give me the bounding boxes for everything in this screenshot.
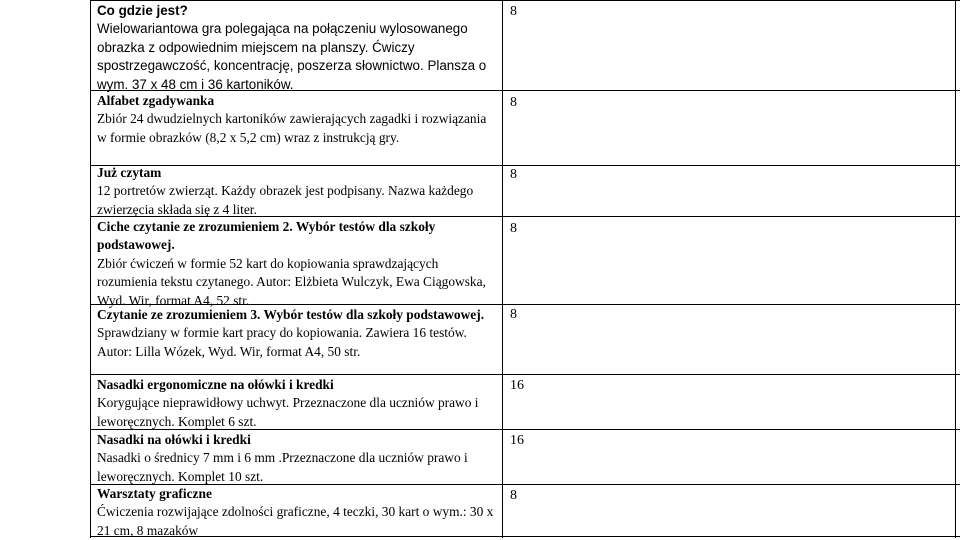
product-title: Już czytam (97, 165, 162, 180)
table-right-border (955, 0, 956, 538)
row-divider (90, 374, 960, 375)
product-title: Nasadki na ołówki i kredki (97, 432, 251, 447)
product-description: Korygujące nieprawidłowy uchwyt. Przeznaczone dla uczniów prawo i leworęcznych. Komplet 6 szt. (97, 395, 479, 429)
product-description: Zbiór ćwiczeń w formie 52 kart do kopiowania sprawdzających rozumienia tekstu czytanego. Autor: Elżbieta Wulczyk, Ewa Ciągowska, Wyd. Wir, format A4, 52 str. (97, 255, 486, 308)
product-description: Sprawdziany w formie kart pracy do kopiowania. Zawiera 16 testów. Autor: Lilla Wózek, Wyd. Wir, format A4, 50 str. (97, 325, 467, 359)
table-row (97, 218, 497, 310)
product-title: Nasadki ergonomiczne na ołówki i kredki (97, 377, 334, 392)
product-description: Ćwiczenia rozwijające zdolności graficzne, 4 teczki, 30 kart o wym.: 30 x 21 cm, 8 mazaków (97, 504, 494, 538)
product-title: Co gdzie jest? (97, 3, 188, 18)
product-description: Nasadki o średnicy 7 mm i 6 mm .Przeznaczone dla uczniów prawo i leworęcznych. Komplet 10 szt. (97, 450, 468, 484)
product-quantity: 16 (510, 378, 524, 393)
table-row (97, 376, 497, 431)
product-description: Zbiór 24 dwudzielnych kartoników zawierających zagadki i rozwiązania w formie obrazków (8,2 x 5,2 cm) wraz z instrukcją gry. (97, 111, 487, 145)
product-quantity: 8 (510, 221, 517, 236)
product-quantity: 16 (510, 433, 524, 448)
product-title: Warsztaty graficzne (97, 486, 212, 501)
product-quantity: 8 (510, 488, 517, 503)
table-row (97, 164, 497, 219)
table-row (97, 306, 497, 361)
product-quantity: 8 (510, 95, 517, 110)
table-top-border (90, 0, 960, 1)
product-title: Alfabet zgadywanka (97, 93, 215, 108)
product-title: Czytanie ze zrozumieniem 3. Wybór testów dla szkoły podstawowej. (97, 307, 485, 322)
table-row (97, 92, 497, 147)
product-description: Wielowariantowa gra polegająca na połączeniu wylosowanego obrazka z odpowiednim miejscem na planszy. Ćwiczy spostrzegawczość, koncentrację, poszerza słownictwo. Plansza o wym. 37 x 48 cm i 36 kartoników. (97, 21, 487, 92)
product-quantity: 8 (510, 4, 517, 19)
table-left-border (90, 0, 91, 538)
table-row (97, 431, 497, 486)
table-column-divider (502, 0, 503, 538)
table-row (97, 2, 497, 94)
product-quantity: 8 (510, 307, 517, 322)
product-title: Ciche czytanie ze zrozumieniem 2. Wybór testów dla szkoły podstawowej. (97, 219, 436, 253)
product-quantity: 8 (510, 167, 517, 182)
product-description: 12 portretów zwierząt. Każdy obrazek jest podpisany. Nazwa każdego zwierzęcia składa się z 4 liter. (97, 183, 474, 217)
table-row (97, 485, 497, 540)
